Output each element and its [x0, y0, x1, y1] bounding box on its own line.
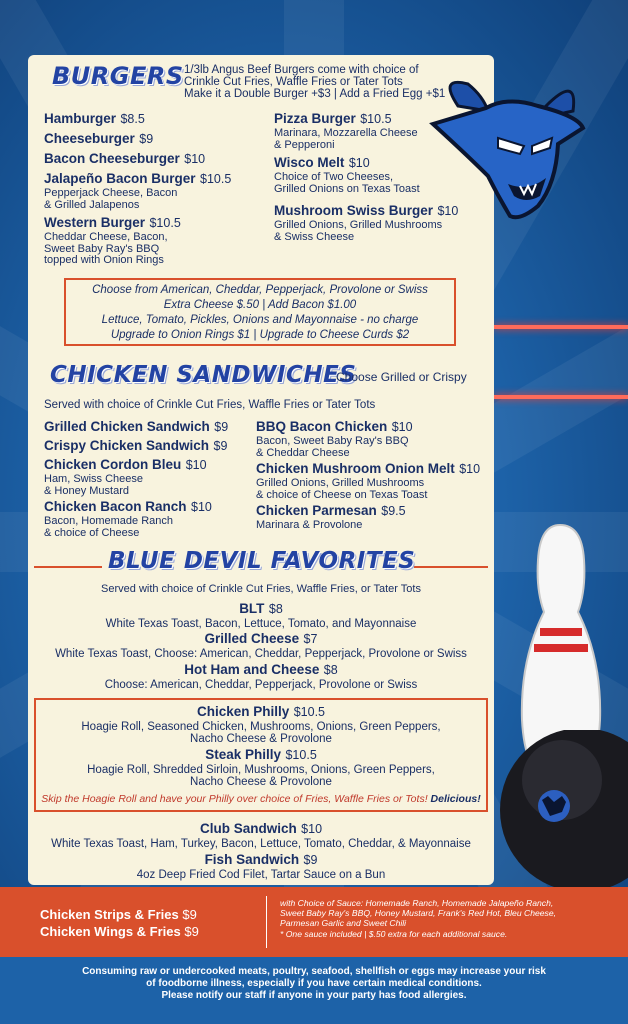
chicken-sides: Served with choice of Crinkle Cut Fries, Waffle Fries or Tater Tots	[44, 399, 376, 411]
burger-item-bacon-cheeseburger: Bacon Cheeseburger $10	[44, 151, 206, 166]
philly-note: Skip the Hoagie Roll and have your Philly over choice of Fries, Waffle Fries or Tots! Delicious!	[41, 793, 481, 805]
favorites-divider-right	[414, 566, 488, 568]
fav-item-club: Club Sandwich $10 White Texas Toast, Ham, Turkey, Bacon, Lettuce, Tomato, Cheddar, & Mayonnaise	[51, 821, 471, 850]
chicken-item-grilled: Grilled Chicken Sandwich $9	[44, 419, 229, 434]
banner-item-strips: Chicken Strips & Fries $9	[40, 907, 197, 922]
burger-options-box: Choose from American, Cheddar, Pepperjack, Provolone or Swiss Extra Cheese $.50 | Add Bacon $1.00 Lettuce, Tomato, Pickles, Onions and Mayonnaise - no charge Upgrade to Onion Rings $1 | Upgrade to Cheese Curds $2	[64, 278, 456, 346]
bowling-ball-icon	[492, 730, 628, 890]
burger-item-jalapeno-bacon: Jalapeño Bacon Burger $10.5 Pepperjack Cheese, Bacon & Grilled Jalapenos	[44, 171, 232, 211]
burger-item-hamburger: Hamburger $8.5	[44, 111, 145, 126]
burgers-intro: 1/3lb Angus Beef Burgers come with choice of Crinkle Cut Fries, Waffle Fries or Tater Tots Make it a Double Burger +$3 | Add a Fried Egg +$1	[184, 64, 446, 100]
burger-item-mushroom-swiss: Mushroom Swiss Burger $10 Grilled Onions, Grilled Mushrooms & Swiss Cheese	[274, 203, 459, 243]
chicken-item-crispy: Crispy Chicken Sandwich $9	[44, 438, 228, 453]
burger-item-pizza: Pizza Burger $10.5 Marinara, Mozzarella Cheese & Pepperoni	[274, 111, 418, 151]
fav-item-chicken-philly: Chicken Philly $10.5 Hoagie Roll, Seasoned Chicken, Mushrooms, Onions, Green Peppers, Nacho Cheese & Provolone	[81, 704, 441, 745]
banner-divider	[266, 896, 267, 948]
chicken-item-cordon-bleu: Chicken Cordon Bleu $10 Ham, Swiss Cheese & Honey Mustard	[44, 457, 207, 497]
sauce-info: with Choice of Sauce: Homemade Ranch, Homemade Jalapeño Ranch, Sweet Baby Ray's BBQ, Honey Mustard, Frank's Red Hot, Bleu Cheese, Parmesan Garlic and Sweet Chili * One sauce included | $.50 extra for each additional sauce.	[280, 898, 557, 939]
chicken-item-bacon-ranch: Chicken Bacon Ranch $10 Bacon, Homemade Ranch & choice of Cheese	[44, 499, 212, 539]
favorites-heading: BLUE DEVIL FAVORITES	[108, 548, 416, 574]
chicken-item-mushroom-onion-melt: Chicken Mushroom Onion Melt $10 Grilled Onions, Grilled Mushrooms & choice of Cheese on Texas Toast	[256, 461, 481, 501]
chicken-item-bbq-bacon: BBQ Bacon Chicken $10 Bacon, Sweet Baby Ray's BBQ & Cheddar Cheese	[256, 419, 413, 459]
burger-item-cheeseburger: Cheeseburger $9	[44, 131, 154, 146]
banner-item-wings: Chicken Wings & Fries $9	[40, 924, 199, 939]
chicken-subtitle: Choose Grilled or Crispy	[336, 370, 467, 384]
fav-item-hot-ham: Hot Ham and Cheese $8 Choose: American, Cheddar, Pepperjack, Provolone or Swiss	[104, 662, 418, 691]
footer-warning: Consuming raw or undercooked meats, poultry, seafood, shellfish or eggs may increase your risk of foodborne illness, especially if you have certain medical conditions. Please notify our staff if anyone in your party has food allergies.	[82, 966, 546, 1001]
chicken-item-parmesan: Chicken Parmesan $9.5 Marinara & Provolone	[256, 503, 406, 531]
fav-item-steak-philly: Steak Philly $10.5 Hoagie Roll, Shredded Sirloin, Mushrooms, Onions, Green Peppers, Nacho Cheese & Provolone	[87, 747, 435, 788]
chicken-sandwiches-heading: CHICKEN SANDWICHES	[50, 362, 357, 388]
favorites-sides: Served with choice of Crinkle Cut Fries, Waffle Fries, or Tater Tots	[101, 583, 421, 595]
fav-item-grilled-cheese: Grilled Cheese $7 White Texas Toast, Choose: American, Cheddar, Pepperjack, Provolone or Swiss	[55, 631, 467, 660]
burgers-heading: BURGERS	[52, 62, 184, 90]
fav-item-fish: Fish Sandwich $9 4oz Deep Fried Cod Filet, Tartar Sauce on a Bun	[136, 852, 386, 881]
fav-item-blt: BLT $8 White Texas Toast, Bacon, Lettuce, Tomato, and Mayonnaise	[105, 601, 417, 630]
burger-item-wisco-melt: Wisco Melt $10 Choice of Two Cheeses, Grilled Onions on Texas Toast	[274, 155, 420, 195]
favorites-divider-left	[34, 566, 102, 568]
burger-item-western: Western Burger $10.5 Cheddar Cheese, Bacon, Sweet Baby Ray's BBQ topped with Onion Rings	[44, 215, 181, 266]
